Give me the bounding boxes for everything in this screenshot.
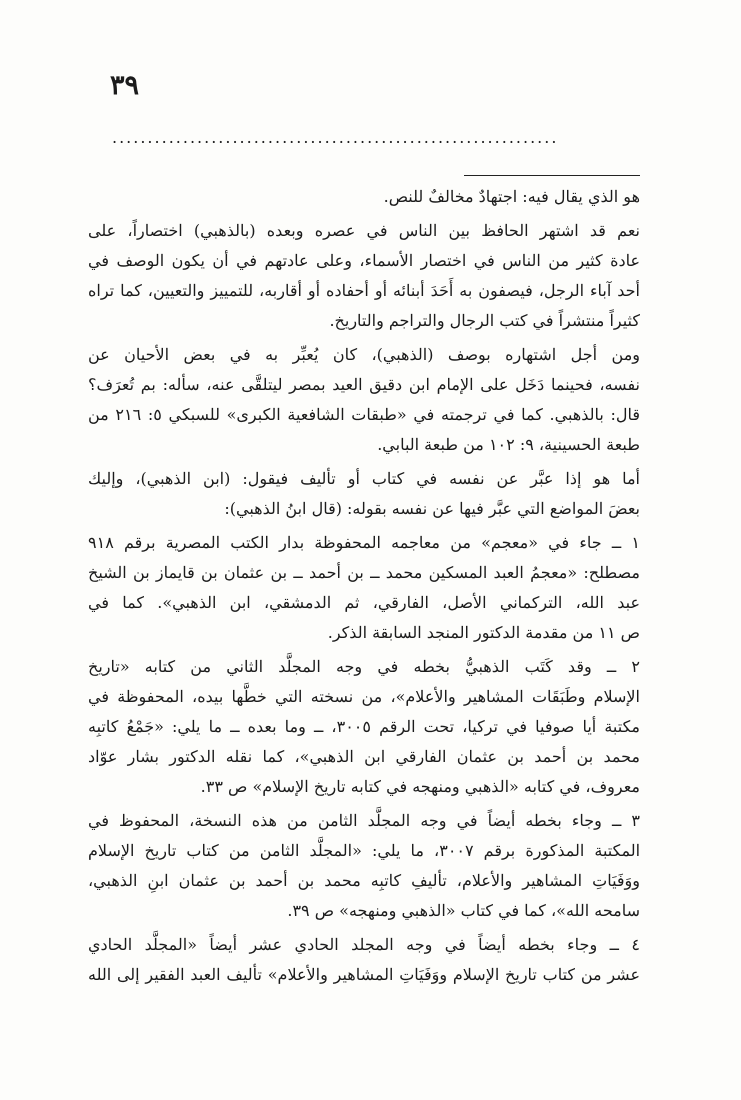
text-line: طبعة الحسينية، ٩: ١٠٢ من طبعة البابي. <box>377 435 640 454</box>
text-line: ومن أجل اشتهاره بوصف (الذهبي)، كان يُعبِّر به في بعض الأحيان عن <box>88 345 640 364</box>
footnote-rule <box>464 175 640 176</box>
text-line: ووَفَيَاتِ المشاهير والأعلام، تأليفِ كاتبِه محمد بن أحمد بن عثمان ابنِ الذهبي، <box>88 871 640 890</box>
text-line: الإسلام وطَبَقَات المشاهير والأعلام»، من نسخته التي خطَّها بيده، المحفوظة في <box>88 687 640 706</box>
text-line: ٤ ــ وجاء بخطه أيضاً في وجه المجلد الحادي عشر أيضاً «المجلَّد الحادي <box>88 935 640 954</box>
text-line: سامحه الله»، كما في كتاب «الذهبي ومنهجه» ص ٣٩. <box>287 901 640 920</box>
text-line: عبد الله، التركماني الأصل، الفارقي، ثم الدمشقي، ابن الذهبي». كما في <box>88 593 640 612</box>
text-line: هو الذي يقال فيه: اجتهادٌ مخالفٌ للنص. <box>383 187 640 206</box>
page-body-text <box>88 182 640 990</box>
text-line: نعم قد اشتهر الحافظ بين الناس في عصره وبعده (بالذهبي) اختصاراً، على <box>88 221 640 240</box>
text-line: ١ ــ جاء في «معجم» من معاجمه المحفوظة بدار الكتب المصرية برقم ٩١٨ <box>88 533 640 552</box>
text-line: قال: بالذهبي. كما في ترجمته في «طبقات الشافعية الكبرى» للسبكي ٥: ٢١٦ من <box>88 405 640 424</box>
text-line: أحد آباء الرجل، فيصفون به أَحَدَ أبنائه أو أحفاده أو أقاربه، للتمييز والتعيين، كما تراه <box>88 281 640 300</box>
page-number: ٣٩ <box>110 70 140 101</box>
text-line: مكتبة أيا صوفيا في تركيا، تحت الرقم ٣٠٠٥، ــ وما بعده ــ ما يلي: «جَمْعُ كاتبِه <box>88 717 640 736</box>
text-line: ص ١١ من مقدمة الدكتور المنجد السابقة الذكر. <box>327 623 640 642</box>
dotted-separator: ............................................................... <box>112 128 559 147</box>
text-line: ٢ ــ وقد كَتَب الذهبيُّ بخطه في وجه المجلَّد الثاني من كتابه «تاريخ <box>88 657 640 676</box>
text-line: أما هو إذا عبَّر عن نفسه في كتاب أو تأليف فيقول: (ابن الذهبي)، وإليك <box>88 469 640 488</box>
text-line: ٣ ــ وجاء بخطه أيضاً في وجه المجلَّد الثامن من هذه النسخة، المحفوظ في <box>88 811 640 830</box>
text-line: المكتبة المذكورة برقم ٣٠٠٧، ما يلي: «المجلَّد الثامن من كتاب تاريخ الإسلام <box>88 841 640 860</box>
text-line: بعضَ المواضع التي عبَّر فيها عن نفسه بقوله: (قال ابنُ الذهبي): <box>224 499 640 518</box>
text-line: عادة كثير من الناس في اختصار الأسماء، وعلى عادتهم في أن يكون الوصف في <box>88 251 640 270</box>
text-line: عشر من كتاب تاريخ الإسلام ووَفَيَاتِ المشاهير والأعلام» تأليف العبد الفقير إلى الله <box>88 965 640 984</box>
text-line: محمد بن أحمد بن عثمان الفارقي ابن الذهبي»، كما نقله الدكتور بشار عوّاد <box>88 747 640 766</box>
text-line: نفسه، فحينما دَخَل على الإمام ابن دقيق العيد بمصر ليتلقَّى عنه، سأله: بم تُعرَف؟ <box>88 375 640 394</box>
text-line: كثيراً منتشراً في كتب الرجال والتراجم والتاريخ. <box>329 311 640 330</box>
text-line: معروف، في كتابه «الذهبي ومنهجه في كتابه تاريخ الإسلام» ص ٣٣. <box>200 777 640 796</box>
text-line: مصطلح: «معجمُ العبد المسكين محمد ــ بن أحمد ــ بن عثمان بن قايماز بن الشيخ <box>88 563 640 582</box>
